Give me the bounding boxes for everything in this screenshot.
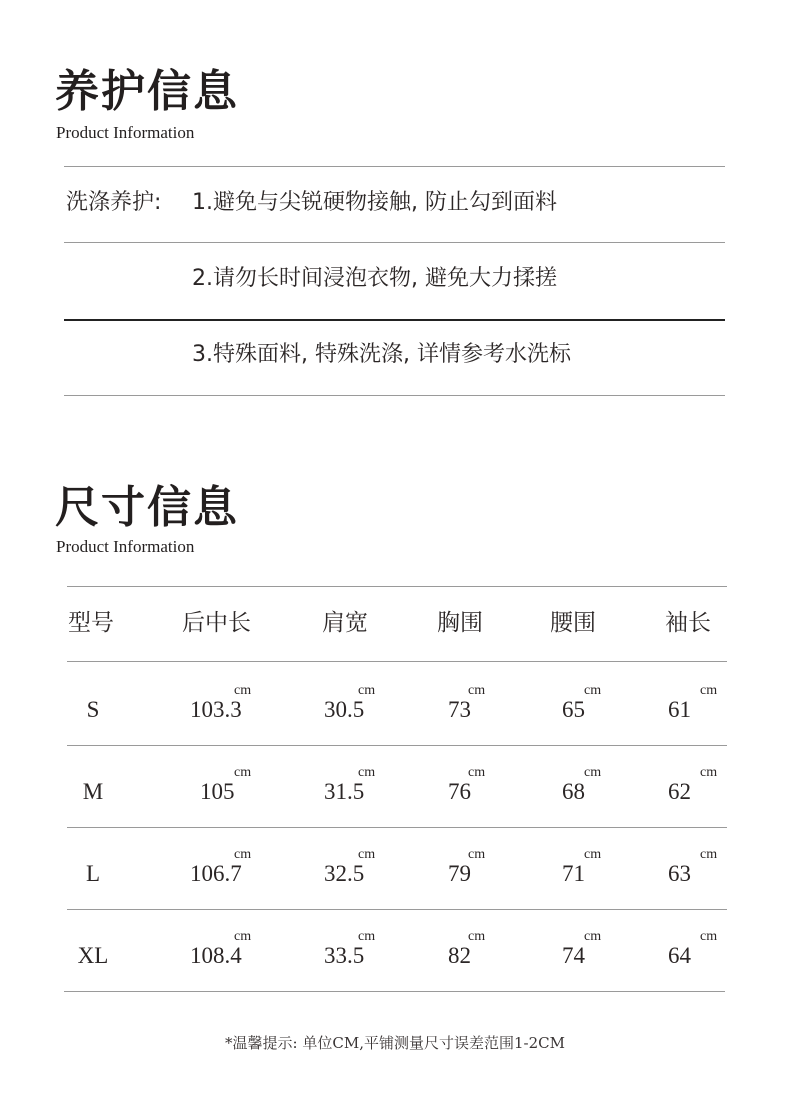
header-shoulder: 肩宽 xyxy=(322,610,368,636)
size-subtitle: Product Information xyxy=(56,537,195,556)
size-label: XL xyxy=(77,943,109,968)
size-table-top-border xyxy=(67,586,727,587)
unit-label: cm xyxy=(700,929,718,944)
size-value: 79 xyxy=(448,861,471,886)
unit-label: cm xyxy=(584,929,602,944)
size-value: 61 xyxy=(668,697,691,722)
unit-label: cm xyxy=(584,765,602,780)
size-value: 73 xyxy=(448,697,471,722)
size-value: 62 xyxy=(668,779,691,804)
care-title: 养护信息 xyxy=(55,66,239,117)
unit-label: cm xyxy=(234,765,252,780)
size-value: 63 xyxy=(668,861,691,886)
unit-label: cm xyxy=(584,683,602,698)
care-divider-bottom xyxy=(64,395,725,396)
size-value: 105 xyxy=(200,779,235,804)
size-value: 68 xyxy=(562,779,585,804)
row-divider xyxy=(67,745,727,746)
unit-label: cm xyxy=(468,847,486,862)
size-value: 64 xyxy=(668,943,691,968)
size-table-header-divider xyxy=(67,661,727,662)
unit-label: cm xyxy=(358,683,376,698)
care-item-2: 2.请勿长时间浸泡衣物, 避免大力揉搓 xyxy=(192,266,557,291)
size-value: 31.5 xyxy=(324,779,365,804)
unit-label: cm xyxy=(234,847,252,862)
unit-label: cm xyxy=(358,929,376,944)
size-label: S xyxy=(86,697,100,722)
row-divider xyxy=(67,827,727,828)
size-value: 30.5 xyxy=(324,697,365,722)
row-divider xyxy=(67,909,727,910)
care-divider-1 xyxy=(64,242,725,243)
size-value: 33.5 xyxy=(324,943,365,968)
care-label: 洗涤养护: xyxy=(66,190,162,215)
size-value: 65 xyxy=(562,697,585,722)
size-title: 尺寸信息 xyxy=(55,482,239,533)
care-divider-top xyxy=(64,166,725,167)
header-waist: 腰围 xyxy=(550,610,596,636)
size-value: 71 xyxy=(562,861,585,886)
header-model: 型号 xyxy=(68,610,114,636)
unit-label: cm xyxy=(700,765,718,780)
unit-label: cm xyxy=(234,929,252,944)
unit-label: cm xyxy=(358,847,376,862)
care-divider-2 xyxy=(64,319,725,321)
size-value: 76 xyxy=(448,779,471,804)
unit-label: cm xyxy=(234,683,252,698)
size-value: 108.4 xyxy=(190,943,242,968)
care-item-1: 1.避免与尖锐硬物接触, 防止勾到面料 xyxy=(192,190,557,215)
unit-label: cm xyxy=(468,683,486,698)
size-value: 82 xyxy=(448,943,471,968)
size-value: 32.5 xyxy=(324,861,365,886)
size-value: 74 xyxy=(562,943,585,968)
size-note: *温馨提示: 单位CM,平铺测量尺寸误差范围1-2CM xyxy=(225,1034,565,1052)
care-subtitle: Product Information xyxy=(56,123,195,142)
header-sleeve: 袖长 xyxy=(665,610,711,636)
unit-label: cm xyxy=(584,847,602,862)
unit-label: cm xyxy=(700,847,718,862)
unit-label: cm xyxy=(700,683,718,698)
header-chest: 胸围 xyxy=(437,610,483,636)
unit-label: cm xyxy=(468,765,486,780)
unit-label: cm xyxy=(358,765,376,780)
size-value: 106.7 xyxy=(190,861,242,886)
unit-label: cm xyxy=(468,929,486,944)
size-label: M xyxy=(82,779,104,804)
care-item-3: 3.特殊面料, 特殊洗涤, 详情参考水洗标 xyxy=(192,342,571,367)
size-value: 103.3 xyxy=(190,697,242,722)
header-back-length: 后中长 xyxy=(182,610,251,636)
size-label: L xyxy=(85,861,101,886)
row-divider xyxy=(64,991,725,992)
